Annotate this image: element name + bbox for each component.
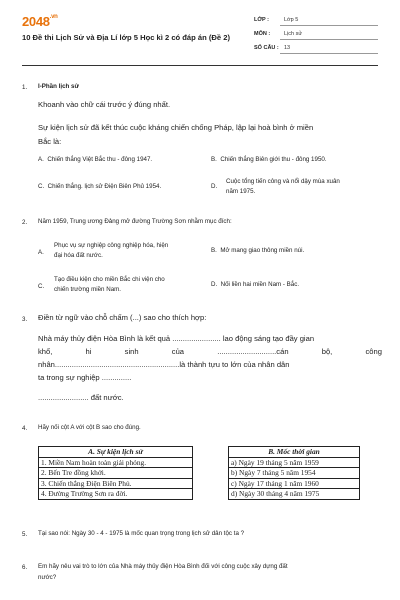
option-text: Nối liền hai miền Nam - Bắc.: [220, 281, 300, 288]
passage-word: của: [171, 347, 185, 356]
passage-word: khổ,: [38, 347, 53, 356]
question-4-number: 4.: [22, 425, 28, 432]
table-a-row: 4. Đường Trường Sơn ra đời.: [39, 489, 193, 500]
option-text: Chiến thắng Việt Bắc thu - đông 1947.: [47, 156, 153, 163]
table-b-row: d) Ngày 30 tháng 4 năm 1975: [229, 489, 360, 500]
passage-word: hi: [85, 347, 92, 356]
question-count-label: SỐ CÂU :: [254, 45, 279, 51]
question-1-option-d-text-line1: Cuộc tổng tiến công và nổi dậy mùa xuân: [226, 178, 340, 185]
question-6-number: 6.: [22, 564, 28, 571]
document-title: 10 Đề thi Lịch Sử và Địa Lí lớp 5 Học kì 2 có đáp án (Đề 2): [22, 33, 230, 42]
logo-suffix: .vn: [49, 14, 58, 20]
class-underline: [280, 25, 378, 26]
passage-word: bộ,: [321, 347, 333, 356]
table-b-header: B. Mốc thời gian: [229, 447, 360, 458]
question-3-passage-line4: ta trong sự nghiệp ..............: [38, 373, 132, 382]
question-1-option-d-text-line2: năm 1975.: [226, 188, 256, 195]
class-label: LỚP :: [254, 17, 269, 23]
table-a-header: A. Sự kiện lịch sử: [39, 447, 193, 458]
table-b-row: a) Ngày 19 tháng 5 năm 1959: [229, 457, 360, 468]
table-a-row: 3. Chiến thắng Điện Biên Phủ.: [39, 478, 193, 489]
question-3-passage-line5: ........................ đất nước.: [38, 393, 124, 402]
question-6-text-line2: nước?: [38, 574, 57, 581]
question-3-passage-line3: nhân...........................................................là thành tựu to lớn của nhân dân: [38, 360, 290, 369]
subject-label: MÔN :: [254, 31, 271, 37]
question-2-option-a-letter[interactable]: A.: [38, 249, 44, 256]
question-2-option-c-text-line1: Tạo điều kiện cho miền Bắc chi viện cho: [54, 276, 165, 283]
passage-word: sinh: [124, 347, 139, 356]
question-1-option-d-letter[interactable]: D.: [211, 183, 218, 190]
logo-text: 2048: [22, 14, 50, 29]
question-1-text-line1: Sự kiện lịch sử đã kết thúc cuộc kháng chiến chống Pháp, lập lại hoà bình ở miền: [38, 123, 314, 132]
question-2-option-a-text-line2: đại hóa đất nước.: [54, 252, 103, 259]
question-3-number: 3.: [22, 316, 28, 323]
question-5-text: Tại sao nói: Ngày 30 - 4 - 1975 là mốc quan trọng trong lịch sử dân tộc ta ?: [38, 530, 245, 537]
question-3-passage-line1: Nhà máy thủy điện Hòa Bình là kết quả ....................... lao động sáng tạo đầy gian: [38, 334, 315, 343]
header-divider: [22, 65, 378, 66]
option-letter: B.: [211, 156, 217, 163]
question-2-option-a-text-line1: Phục vụ sự nghiệp công nghiệp hóa, hiện: [54, 242, 169, 249]
question-3-text: Điền từ ngữ vào chỗ chấm (...) sao cho thích hợp:: [38, 313, 207, 322]
option-text: Chiến thắng. lịch sử Điện Biên Phủ 1954.: [47, 183, 162, 190]
question-6-text-line1: Em hãy nêu vai trò to lớn của Nhà máy thủy điện Hòa Bình đối với công cuộc xây dựng đất: [38, 563, 288, 570]
question-count-underline: [280, 53, 378, 54]
question-2-option-d[interactable]: [211, 280, 299, 289]
table-column-a: [38, 446, 193, 500]
option-letter: C.: [38, 183, 45, 190]
site-logo[interactable]: [22, 14, 58, 29]
passage-word: công: [365, 347, 382, 356]
table-b-row: b) Ngày 7 tháng 5 năm 1954: [229, 468, 360, 479]
question-4-text: Hãy nối cột A với cột B sao cho đúng.: [38, 424, 141, 431]
question-2-option-c-text-line2: chiến trường miền Nam.: [54, 286, 122, 293]
subject-underline: [280, 39, 378, 40]
question-3-passage-line2: [38, 346, 382, 357]
option-letter: A.: [38, 156, 44, 163]
question-1-option-b[interactable]: [211, 155, 327, 164]
option-letter: B.: [211, 247, 217, 254]
table-column-b: [228, 446, 360, 500]
table-b-row: c) Ngày 17 tháng 1 năm 1960: [229, 478, 360, 489]
subject-value: Lịch sử: [284, 31, 303, 37]
question-2-option-c-letter[interactable]: C.: [38, 283, 45, 290]
question-1-option-a[interactable]: [38, 155, 152, 164]
question-count-value: 13: [284, 45, 291, 51]
passage-blank: ............................cán: [217, 347, 289, 356]
option-text: Chiến thắng Biên giới thu - đông 1950.: [220, 156, 327, 163]
question-1-text-line2: Bắc là:: [38, 137, 62, 146]
question-2-number: 2.: [22, 219, 28, 226]
table-a-row: 1. Miền Nam hoàn toàn giải phóng.: [39, 457, 193, 468]
option-letter: D.: [211, 281, 218, 288]
question-2-option-b[interactable]: [211, 246, 304, 255]
table-a-row: 2. Bến Tre đồng khởi.: [39, 468, 193, 479]
question-5-number: 5.: [22, 531, 28, 538]
section-title-history: I-Phần lịch sử: [38, 83, 79, 90]
class-value: Lớp 5: [284, 17, 299, 23]
question-1-number: 1.: [22, 84, 28, 91]
question-1-instruction: Khoanh vào chữ cái trước ý đúng nhất.: [38, 100, 171, 109]
question-1-option-c[interactable]: [38, 182, 161, 191]
option-text: Mở mang giao thông miền núi.: [220, 247, 305, 254]
question-2-text: Năm 1959, Trung ương Đảng mở đường Trường Sơn nhằm mục đích:: [38, 218, 232, 225]
